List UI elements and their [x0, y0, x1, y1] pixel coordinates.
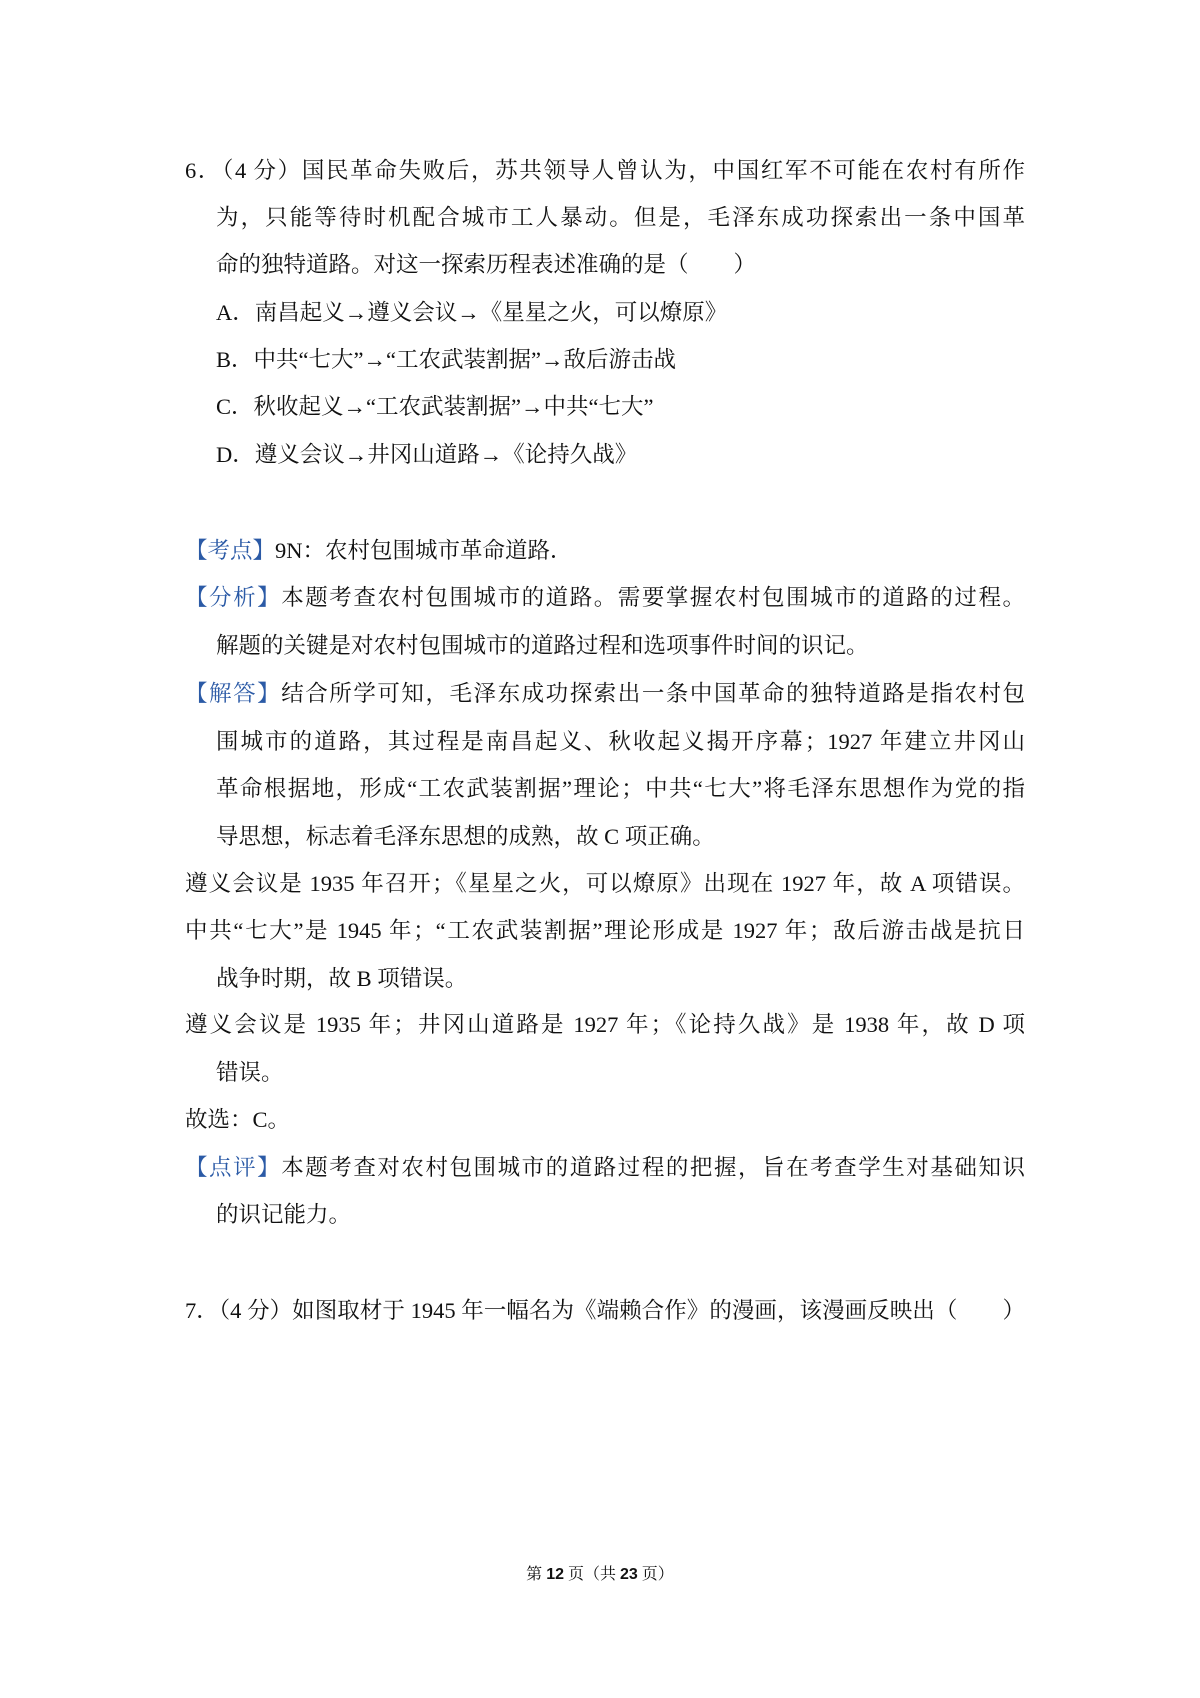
fenxi-label: 【分析】 — [185, 585, 282, 610]
footer-middle: 页（共 — [567, 1566, 616, 1583]
jieda-label: 【解答】 — [185, 681, 282, 706]
jieda-line: 革命根据地，形成“工农武装割据”理论；中共“七大”将毛泽东思想作为党的指 — [216, 776, 1025, 801]
question-6-option-a: A．南昌起义→遵义会议→《星星之火，可以燎原》 — [216, 300, 728, 325]
footer-page-number: 12 — [546, 1566, 564, 1583]
footer-suffix: 页） — [641, 1566, 674, 1583]
fenxi-text: 本题考查农村包围城市的道路。需要掌握农村包围城市的道路的过程。 — [281, 585, 1025, 610]
question-6-stem-line: 6．（4 分）国民革命失败后，苏共领导人曾认为，中国红军不可能在农村有所作 — [185, 158, 1025, 183]
question-6-option-b: B．中共“七大”→“工农武装割据”→敌后游击战 — [216, 347, 676, 372]
note-option-b: 中共“七大”是 1945 年；“工农武装割据”理论形成是 1927 年；敌后游击战是抗日 — [185, 918, 1025, 943]
question-6-option-c: C．秋收起义→“工农武装割据”→中共“七大” — [216, 394, 654, 419]
note-option-b: 战争时期，故 B 项错误。 — [216, 966, 468, 991]
note-option-a: 遵义会议是 1935 年召开；《星星之火，可以燎原》出现在 1927 年，故 A 项错误。 — [185, 871, 1025, 896]
dianping-label: 【点评】 — [185, 1155, 282, 1180]
kaodian-line — [185, 535, 1025, 567]
fenxi-line: 解题的关键是对农村包围城市的道路过程和选项事件时间的识记。 — [216, 633, 869, 658]
dianping-line — [185, 1152, 1025, 1184]
kaodian-label: 【考点】 — [185, 538, 276, 563]
dianping-line: 的识记能力。 — [216, 1202, 352, 1227]
question-7-stem: 7．（4 分）如图取材于 1945 年一幅名为《端赖合作》的漫画，该漫画反映出（ ） — [185, 1298, 1025, 1323]
jieda-line — [185, 678, 1025, 710]
footer-total-pages: 23 — [620, 1566, 638, 1583]
note-option-d: 错误。 — [216, 1060, 284, 1085]
jieda-line: 导思想，标志着毛泽东思想的成熟，故 C 项正确。 — [216, 824, 715, 849]
question-6-option-d: D．遵义会议→井冈山道路→《论持久战》 — [216, 442, 638, 467]
jieda-line: 围城市的道路，其过程是南昌起义、秋收起义揭开序幕；1927 年建立井冈山 — [216, 729, 1025, 754]
page-footer — [0, 1562, 1200, 1588]
footer-prefix: 第 — [526, 1566, 543, 1583]
question-6-stem-line: 为，只能等待时机配合城市工人暴动。但是，毛泽东成功探索出一条中国革 — [216, 205, 1025, 230]
fenxi-line — [185, 582, 1025, 614]
note-option-d: 遵义会议是 1935 年；井冈山道路是 1927 年；《论持久战》是 1938 年，故 D 项 — [185, 1012, 1026, 1037]
answer-line: 故选：C。 — [185, 1107, 291, 1132]
kaodian-text: 9N：农村包围城市革命道路． — [275, 538, 573, 563]
dianping-text: 本题考查对农村包围城市的道路过程的把握，旨在考查学生对基础知识 — [281, 1155, 1025, 1180]
question-6-stem-line: 命的独特道路。对这一探索历程表述准确的是（ ） — [216, 252, 757, 277]
jieda-text: 结合所学可知，毛泽东成功探索出一条中国革命的独特道路是指农村包 — [281, 681, 1025, 706]
